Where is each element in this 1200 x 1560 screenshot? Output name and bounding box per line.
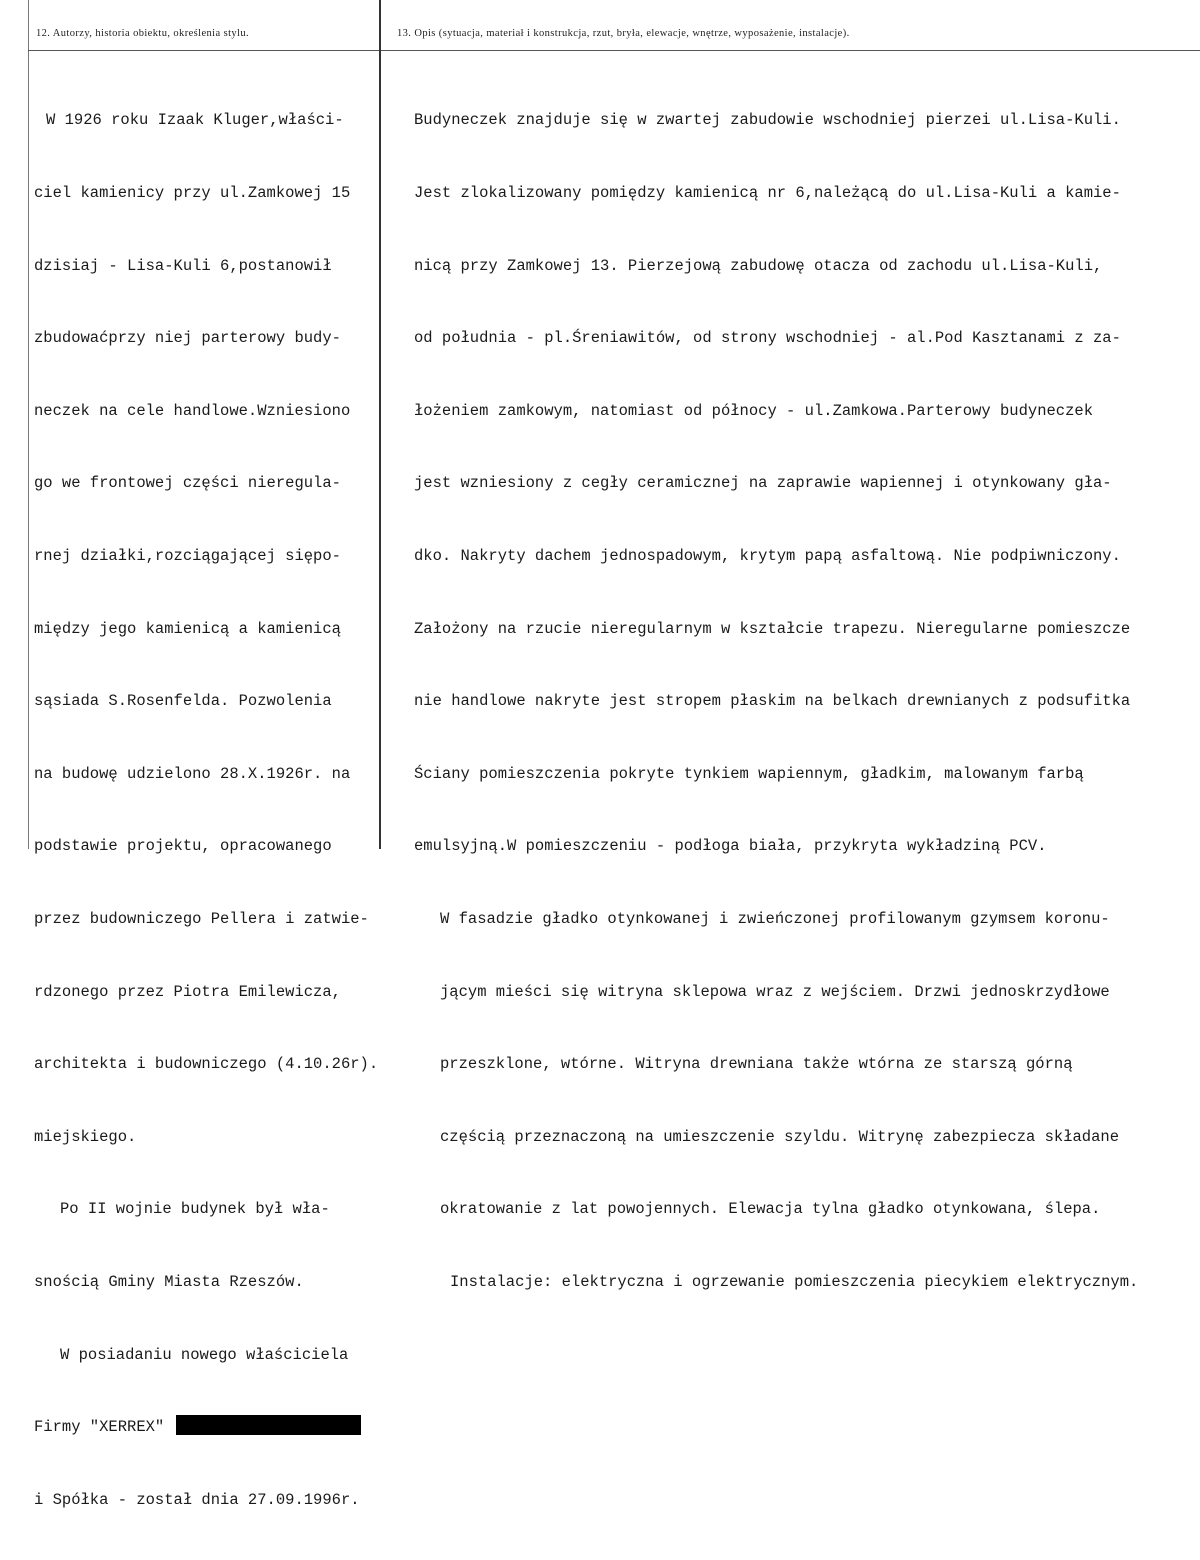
text-line: W 1926 roku Izaak Kluger,właści-	[46, 111, 344, 130]
section-13-header: 13. Opis (sytuacja, materiał i konstrukcja, rzut, bryła, elewacje, wnętrze, wyposażenie, instalacje).	[397, 28, 850, 39]
text-line: go we frontowej części nieregula-	[34, 474, 341, 493]
redaction-bar	[176, 1415, 361, 1435]
text-line: na budowę udzielono 28.X.1926r. na	[34, 764, 351, 783]
text-line: łożeniem zamkowym, natomiast od północy - ul.Zamkowa.Parterowy budyneczek	[414, 401, 1094, 420]
text-line: i Spółka - został dnia 27.09.1996r.	[34, 1490, 360, 1509]
text-line: od południa - pl.Śreniawitów, od strony wschodniej - al.Pod Kasztanami z za-	[414, 329, 1121, 348]
text-line: między jego kamienicą a kamienicą	[34, 619, 341, 638]
text-line: dko. Nakryty dachem jednospadowym, krytym papą asfaltową. Nie podpiwniczony.	[414, 546, 1121, 565]
header-rule	[28, 50, 1200, 51]
text-line: Założony na rzucie nieregularnym w kształcie trapezu. Nieregularne pomieszcze	[414, 619, 1131, 638]
left-margin-rule	[28, 0, 29, 849]
text-line: częścią przeznaczoną na umieszczenie szyldu. Witrynę zabezpiecza składane	[440, 1127, 1120, 1146]
text-line: rdzonego przez Piotra Emilewicza,	[34, 982, 341, 1001]
owner-text: Firmy "XERREX"	[34, 1418, 165, 1437]
text-line: jącym mieści się witryna sklepowa wraz z wejściem. Drzwi jednoskrzydłowe	[440, 982, 1110, 1001]
text-line: rnej działki,rozciągającej siępo-	[34, 546, 341, 565]
text-line: okratowanie z lat powojennych. Elewacja tylna gładko otynkowana, ślepa.	[440, 1200, 1101, 1219]
text-line: przez budowniczego Pellera i zatwie-	[34, 909, 369, 928]
text-line: Instalacje: elektryczna i ogrzewanie pomieszczenia piecykiem elektrycznym.	[450, 1272, 1139, 1291]
text-line: Ściany pomieszczenia pokryte tynkiem wapiennym, gładkim, malowanym farbą	[414, 764, 1084, 783]
text-line: Budyneczek znajduje się w zwartej zabudowie wschodniej pierzei ul.Lisa-Kuli.	[414, 111, 1121, 130]
section-12-header: 12. Autorzy, historia obiektu, określenia stylu.	[36, 28, 250, 39]
text-line: snością Gminy Miasta Rzeszów.	[34, 1272, 304, 1291]
text-line: zbudowaćprzy niej parterowy budy-	[34, 329, 341, 348]
text-line: podstawie projektu, opracowanego	[34, 837, 332, 856]
text-line: przeszklone, wtórne. Witryna drewniana także wtórna ze starszą górną	[440, 1055, 1073, 1074]
text-line: miejskiego.	[34, 1127, 137, 1146]
text-line: nicą przy Zamkowej 13. Pierzejową zabudowę otacza od zachodu ul.Lisa-Kuli,	[414, 256, 1103, 275]
text-line: ciel kamienicy przy ul.Zamkowej 15	[34, 184, 351, 202]
text-line: neczek na cele handlowe.Wzniesiono	[34, 401, 351, 420]
text-line-owner	[34, 1415, 378, 1439]
description-column	[414, 60, 1138, 1343]
text-line: emulsyjną.W pomieszczeniu - podłoga biała, przykryta wykładziną PCV.	[414, 837, 1047, 856]
text-line: architekta i budowniczego (4.10.26r).	[34, 1055, 379, 1074]
text-line: sąsiada S.Rosenfelda. Pozwolenia	[34, 692, 332, 711]
history-column	[34, 60, 378, 1560]
text-line: W fasadzie gładko otynkowanej i zwieńczonej profilowanym gzymsem koronu-	[440, 909, 1110, 928]
text-line: W posiadaniu nowego właściciela	[60, 1345, 349, 1364]
text-line: nie handlowe nakryte jest stropem płaskim na belkach drewnianych z podsufitka	[414, 692, 1131, 711]
text-line: Jest zlokalizowany pomiędzy kamienicą nr 6,należącą do ul.Lisa-Kuli a kamie-	[414, 184, 1121, 202]
column-divider	[379, 0, 381, 849]
text-line: dzisiaj - Lisa-Kuli 6,postanowił	[34, 256, 332, 275]
text-line: jest wzniesiony z cegły ceramicznej na zaprawie wapiennej i otynkowany gła-	[414, 474, 1112, 493]
text-line: Po II wojnie budynek był wła-	[60, 1200, 330, 1219]
